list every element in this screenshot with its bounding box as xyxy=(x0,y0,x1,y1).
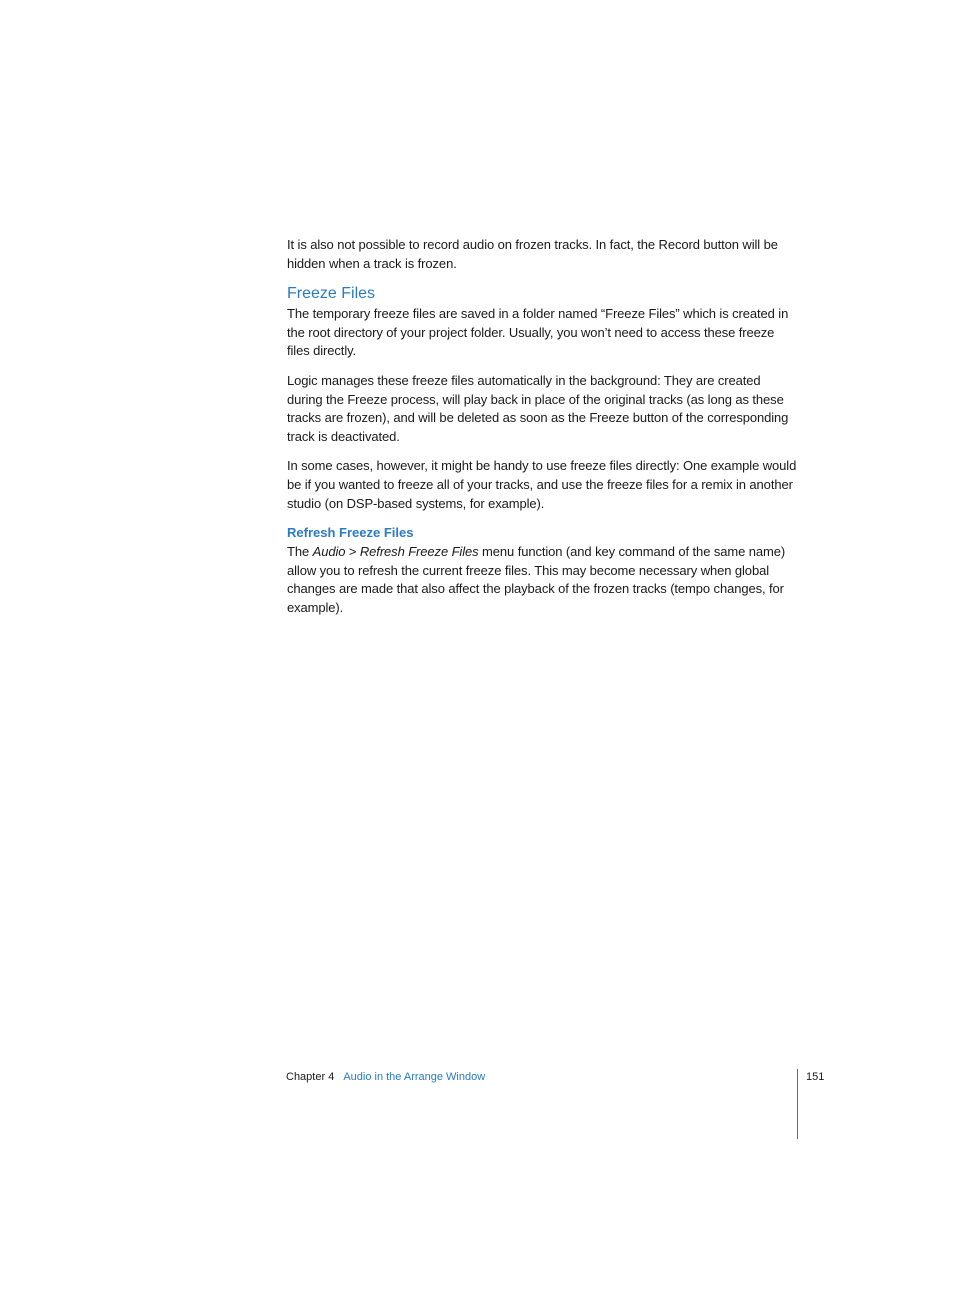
footer-divider xyxy=(797,1069,798,1139)
chapter-label: Chapter 4 xyxy=(286,1071,335,1083)
chapter-title: Audio in the Arrange Window xyxy=(343,1071,486,1083)
subsection-heading: Refresh Freeze Files xyxy=(287,525,414,541)
section-paragraph-2: Logic manages these freeze files automatically in the background: They are created during the Freeze process, will play back in place of the original tracks (as long as these tracks are frozen), and will be deleted as soon as the Freeze button of the corresponding track is deactivated. xyxy=(287,372,789,444)
menu-audio: Audio xyxy=(312,544,346,560)
subsection-suffix: menu function (and key command of the same name) allow you to refresh the current freeze files. This may become necessary when global changes are made that also affect the playback of the frozen tracks (tempo changes, for example). xyxy=(287,544,786,615)
menu-item-refresh-freeze-files: Refresh Freeze Files xyxy=(359,544,479,560)
section-paragraph-3: In some cases, however, it might be handy to use freeze files directly: One example would be if you wanted to freeze all of your tracks, and use the freeze files for a remix in another studio (on DSP-based systems, for example). xyxy=(287,458,797,511)
page-footer xyxy=(286,1070,485,1084)
page-number: 151 xyxy=(806,1071,825,1083)
subsection-prefix: The xyxy=(287,544,313,560)
section-heading: Freeze Files xyxy=(287,285,376,303)
page-content xyxy=(287,236,799,629)
subsection-paragraph xyxy=(287,543,799,617)
intro-paragraph: It is also not possible to record audio on frozen tracks. In fact, the Record button will be hidden when a track is frozen. xyxy=(287,237,778,271)
menu-separator: > xyxy=(345,544,360,560)
section-paragraph-1: The temporary freeze files are saved in a folder named “Freeze Files” which is created in the root directory of your project folder. Usually, you won’t need to access these freeze files directly. xyxy=(287,306,789,359)
